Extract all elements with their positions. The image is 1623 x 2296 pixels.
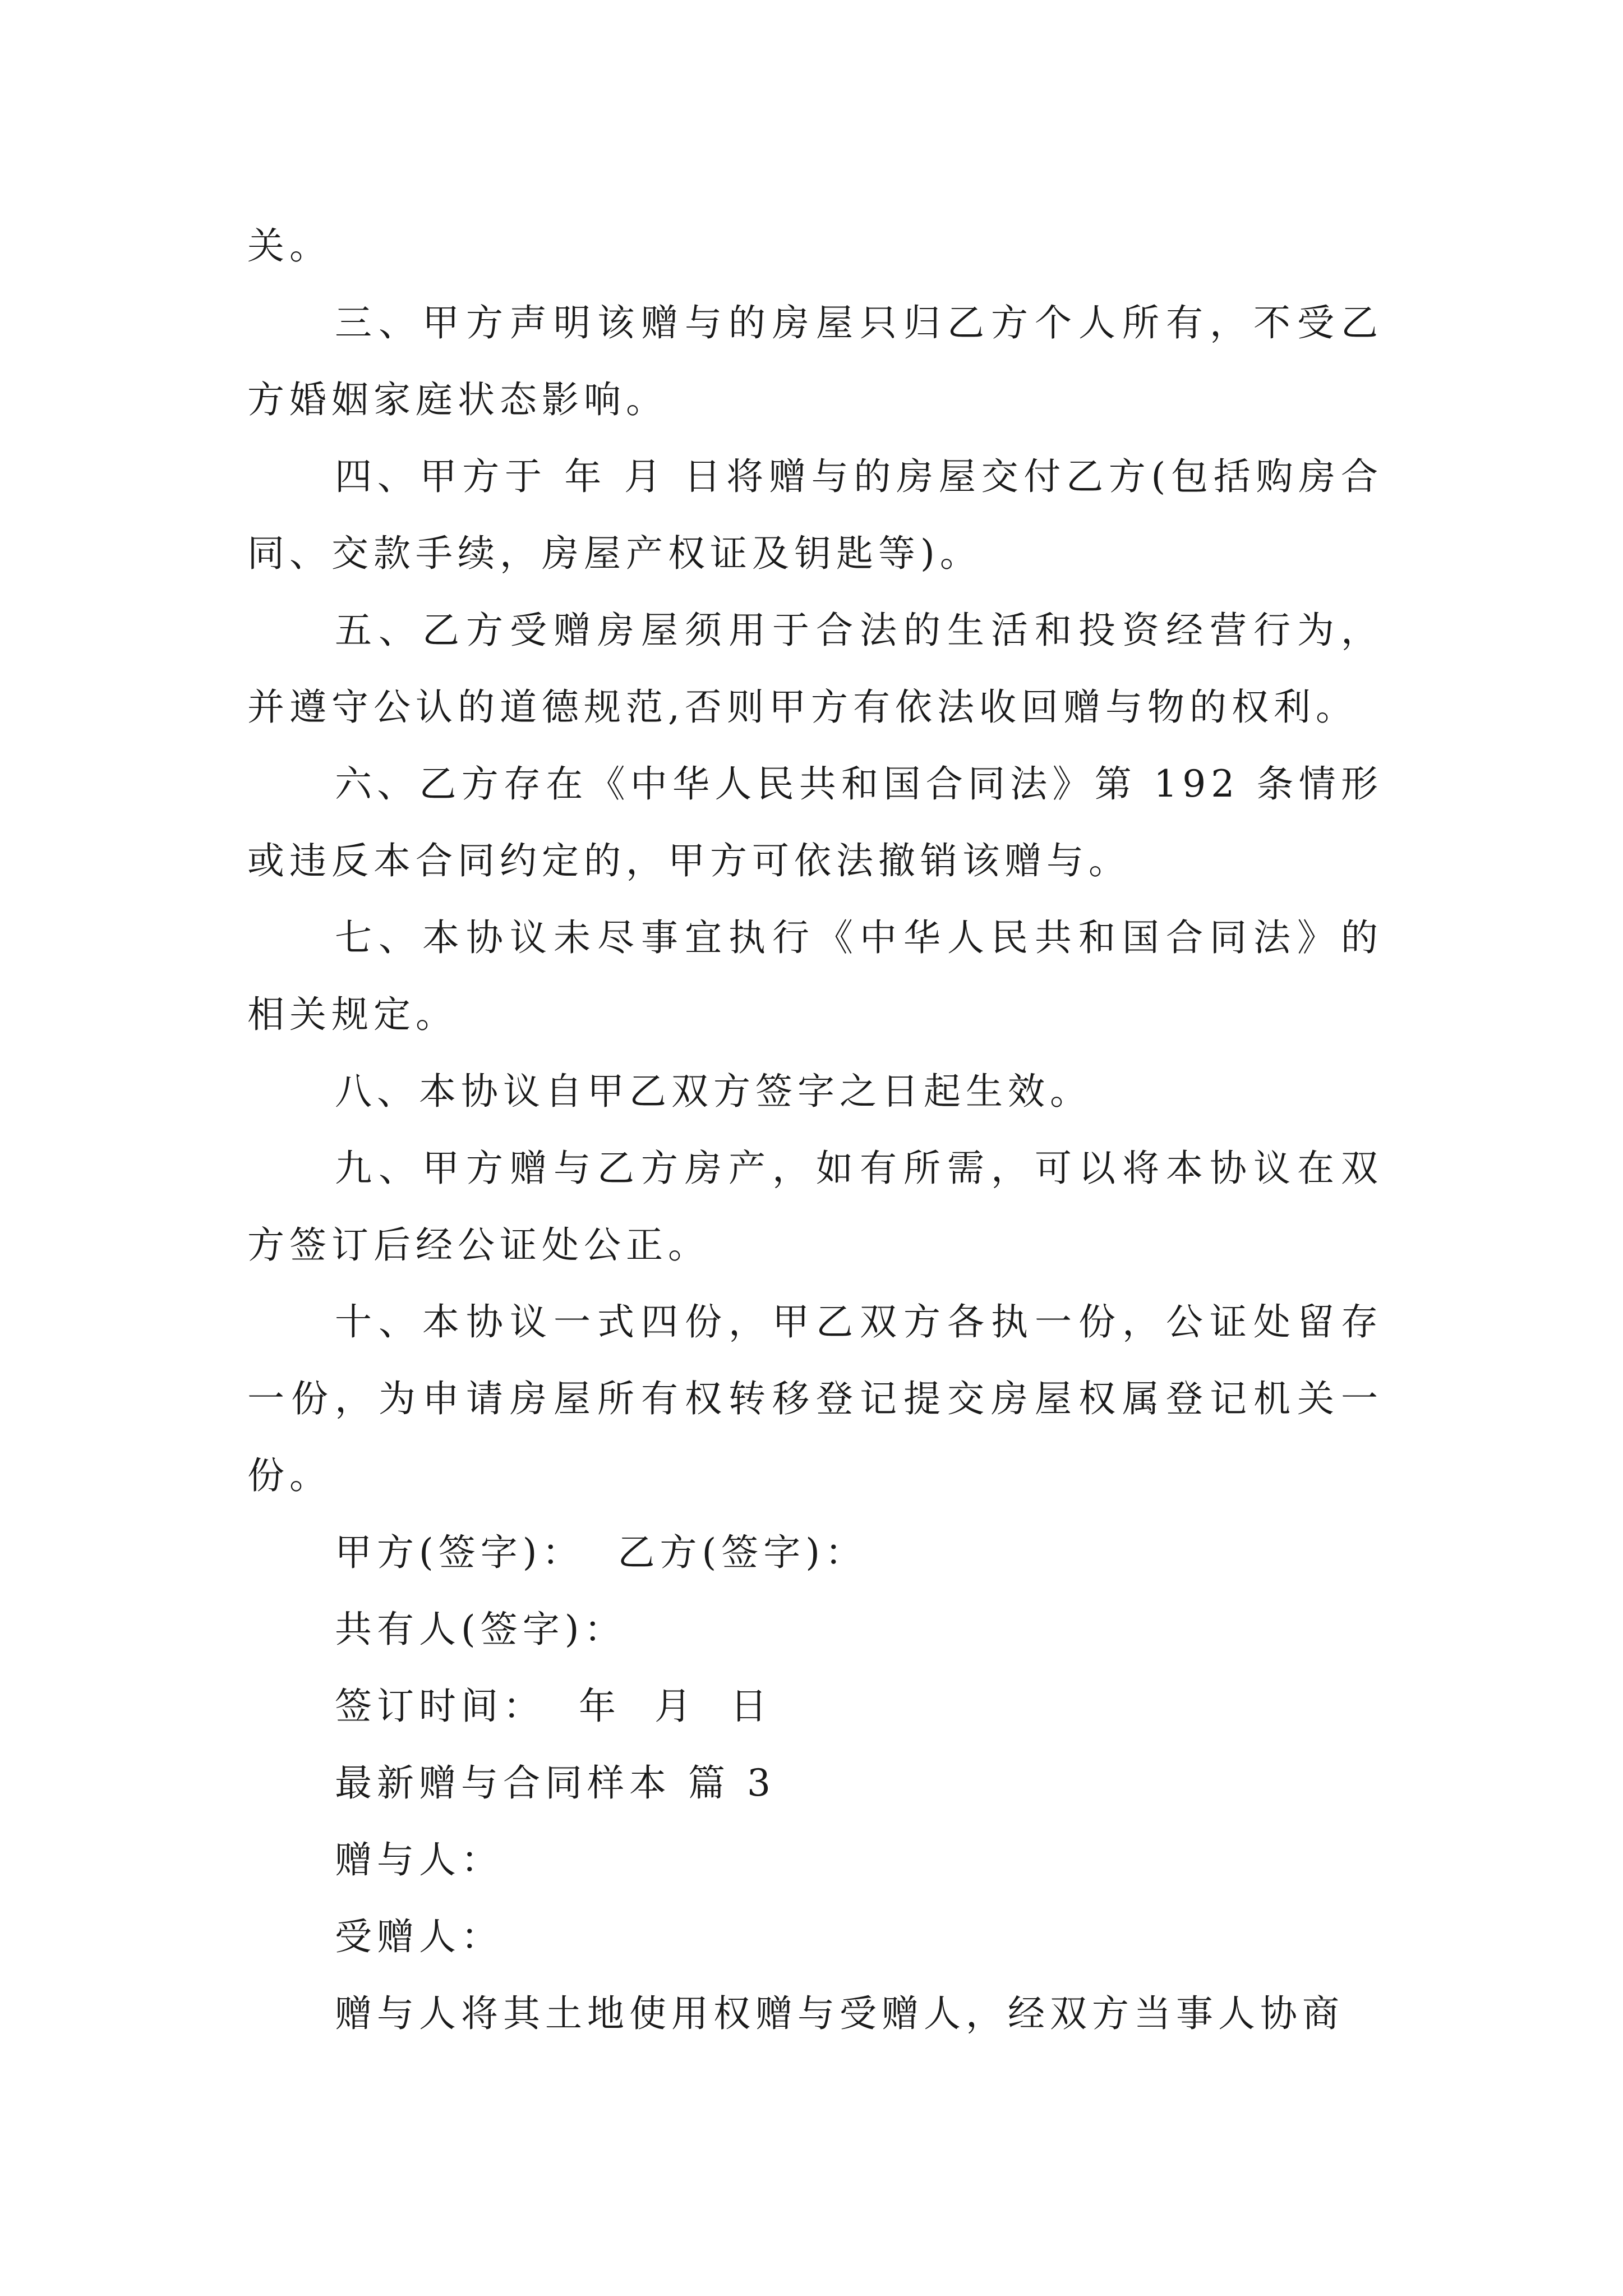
donor-line: 赠与人： (335, 1838, 503, 1881)
paragraph-clause-3: 三、甲方声明该赠与的房屋只归乙方个人所有，不受乙方婚姻家庭状态影响。 (247, 301, 1383, 421)
document-body (247, 208, 1383, 2052)
signature-line-parties: 甲方(签字)： 乙方(签字)： (335, 1531, 867, 1574)
paragraph-clause-8: 八、本协议自甲乙双方签字之日起生效。 (335, 1070, 1092, 1113)
paragraph-clause-4: 四、甲方于 年 月 日将赠与的房屋交付乙方(包括购房合同、交款手续，房屋产权证及钥匙等)。 (247, 455, 1383, 575)
section-heading: 最新赠与合同样本 篇 3 (335, 1761, 776, 1805)
signature-line-co-owner: 共有人(签字)： (335, 1608, 626, 1651)
paragraph-clause-10: 十、本协议一式四份，甲乙双方各执一份，公证处留存一份，为申请房屋所有权转移登记提交房屋权属登记机关一份。 (247, 1300, 1383, 1497)
paragraph-clause-6: 六、乙方存在《中华人民共和国合同法》第 192 条情形或违反本合同约定的，甲方可依法撤销该赠与。 (247, 762, 1383, 882)
donee-line: 受赠人： (335, 1915, 503, 1958)
paragraph-clause-9: 九、甲方赠与乙方房产，如有所需，可以将本协议在双方签订后经公证处公正。 (247, 1147, 1383, 1267)
paragraph-clause-end: 关。 (247, 224, 331, 268)
body-text-line: 赠与人将其土地使用权赠与受赠人，经双方当事人协商 (335, 1992, 1344, 2035)
paragraph-clause-5: 五、乙方受赠房屋须用于合法的生活和投资经营行为，并遵守公认的道德规范,否则甲方有依法收回赠与物的权利。 (247, 609, 1383, 729)
signing-date-line: 签订时间： 年 月 日 (335, 1685, 772, 1728)
paragraph-clause-7: 七、本协议未尽事宜执行《中华人民共和国合同法》的相关规定。 (247, 916, 1383, 1036)
